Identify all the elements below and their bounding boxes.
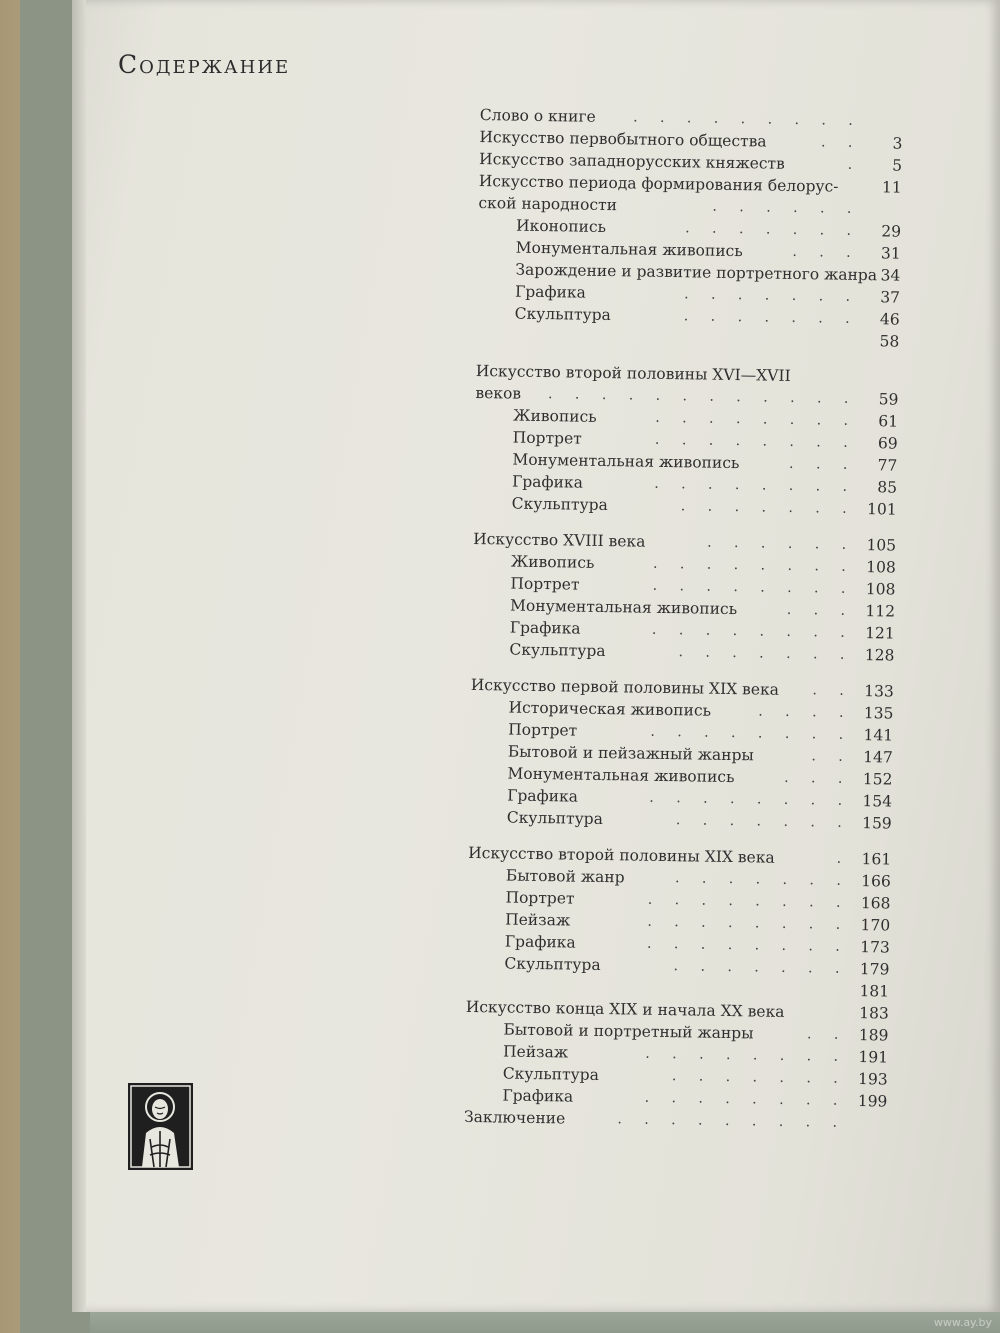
toc-page-number: 135 <box>863 704 894 723</box>
toc-leader-dots: . . . <box>792 243 851 261</box>
toc-entry-title: ской народности <box>478 193 618 215</box>
toc-leader-dots: . . . . . . . . <box>649 789 843 809</box>
toc-page-number: 152 <box>862 770 893 789</box>
toc-leader-dots: . <box>836 850 842 867</box>
toc-page-number: 199 <box>857 1092 888 1111</box>
toc-entry-title: Скульптура <box>514 304 611 325</box>
toc-leader-dots: . . . . . . <box>712 198 852 217</box>
toc-leader-dots: . . . . . . . <box>671 1068 838 1087</box>
toc-leader-dots: . . . . . . . <box>673 958 840 977</box>
toc-page-number: 37 <box>880 288 901 307</box>
toc-leader-dots: . . . . . . . . <box>647 913 841 933</box>
toc-entry-title: Иконопись <box>515 216 607 236</box>
toc-page-number: 108 <box>866 558 896 577</box>
toc-page-number: 108 <box>865 580 896 599</box>
toc-leader-dots: . . . . . . . . . <box>617 1111 838 1131</box>
toc-entry-title: Скульптура <box>502 1064 600 1084</box>
toc-entry-title: Бытовой и пейзажный жанры <box>507 742 754 765</box>
toc-entry-title: Искусство периода формирования белорус- <box>478 171 839 196</box>
toc-entry-title: Монументальная живопись <box>515 238 743 261</box>
toc-entry-title: Графика <box>504 932 576 952</box>
toc-leader-dots: . . <box>812 682 844 699</box>
toc-page-number: 61 <box>878 412 899 431</box>
toc-page-number: 159 <box>862 814 892 833</box>
toc-entry-title: Бытовой и портретный жанры <box>503 1020 754 1043</box>
toc-leader-dots: . . . . . . . . <box>654 475 848 495</box>
toc-page-number: 166 <box>861 872 891 891</box>
toc-leader-dots: . . . . . . . <box>678 644 845 663</box>
page-fold-shadow <box>72 0 86 1312</box>
toc-leader-dots: . . . . . . . <box>675 812 842 831</box>
toc-entry-title: Монументальная живопись <box>507 764 735 787</box>
toc-leader-dots: . . . . . . . . <box>651 621 845 641</box>
toc-page-number: 46 <box>879 310 900 329</box>
toc-entry-title: Скульптура <box>506 808 604 829</box>
toc-entry-title: Монументальная живопись <box>509 596 738 619</box>
toc-leader-dots: . . <box>806 1026 839 1043</box>
toc-entry-title: Зарождение и развитие портретного жанра <box>515 260 878 285</box>
toc-page-number: 189 <box>858 1026 889 1045</box>
toc-entry-title: Пейзаж <box>502 1042 569 1062</box>
toc-leader-dots: . . . . . . . <box>683 308 850 327</box>
toc-leader-dots: . . <box>811 748 843 765</box>
toc-leader-dots: . . . . . . . <box>674 870 841 889</box>
toc-entry-title: веков <box>475 383 522 403</box>
toc-page-number: 112 <box>865 602 896 621</box>
toc-leader-dots: . . . . <box>758 703 844 721</box>
toc-entry-title: Историческая живопись <box>508 698 712 720</box>
toc-leader-dots: . . . <box>788 455 848 473</box>
toc-entry-title: Заключение <box>463 1107 566 1128</box>
toc-page-number: 69 <box>877 434 898 453</box>
toc-entry-title: Графика <box>507 786 579 806</box>
toc-page-number: 11 <box>881 178 902 197</box>
toc-leader-dots: . . . . . . . . <box>645 1045 839 1065</box>
toc-leader-dots: . . . . . . . <box>685 220 852 239</box>
toc-leader-dots: . . . . . . . <box>680 498 847 517</box>
toc-entry-title: Искусство XVIII века <box>473 529 646 551</box>
toc-entry-title: Живопись <box>510 552 595 572</box>
toc-page-number: 170 <box>860 916 891 935</box>
toc-entry-title: Портрет <box>508 720 578 740</box>
toc-page-number: 193 <box>857 1070 888 1089</box>
toc-entry-title: Графика <box>511 472 584 492</box>
toc-page-number: 133 <box>864 682 894 701</box>
toc-page-number: 101 <box>866 500 897 519</box>
toc-leader-dots: . . . . . . . <box>684 286 851 305</box>
toc-leader-dots: . . . . . . . . <box>655 409 849 429</box>
toc-page-number: 58 <box>879 332 900 351</box>
toc-page-number: 181 <box>859 982 890 1001</box>
toc-entry-title: Скульптура <box>509 640 606 661</box>
toc-entry-title: Пейзаж <box>505 910 571 930</box>
toc-entry-title: Монументальная живопись <box>512 450 740 473</box>
toc-leader-dots: . . . . . . <box>707 534 847 553</box>
toc-page-number: 77 <box>877 456 898 475</box>
page-title: Содержание <box>118 50 291 79</box>
toc-page-number: 168 <box>860 894 891 913</box>
toc-page-number: 34 <box>880 266 901 285</box>
toc-page-number: 121 <box>865 624 895 643</box>
saint-icon-emblem <box>128 1083 193 1170</box>
toc-page-number: 141 <box>863 726 894 745</box>
toc-entry-title: Слово о книге <box>479 105 596 126</box>
toc-leader-dots: . . . . . . . . <box>647 891 841 911</box>
toc-page-number: 147 <box>863 748 893 767</box>
toc-entry-title: Портрет <box>512 428 582 448</box>
toc-page-number: 31 <box>880 244 901 263</box>
toc-entry-title: Скульптура <box>511 494 609 515</box>
toc-leader-dots: . . . . . . . . . <box>633 109 853 129</box>
toc-page-number: 191 <box>858 1048 889 1067</box>
saint-icon <box>128 1083 193 1170</box>
toc-entry-title: Искусство первой половины XIX века <box>470 675 780 699</box>
toc-page-number: 29 <box>881 222 902 241</box>
toc-leader-dots: . . . . . . . . <box>646 935 840 955</box>
toc-entry-title: Искусство конца XIX и начала XX века <box>465 997 785 1021</box>
toc-entry-title: Искусство второй половины XVI—XVII <box>475 361 791 385</box>
toc-leader-dots: . . . . . . . . <box>652 577 846 597</box>
toc-leader-dots: . . . . . . . . . . . . <box>547 386 849 407</box>
watermark: www.ay.by <box>933 1316 992 1329</box>
toc-entry-title: Портрет <box>510 574 580 594</box>
toc-page-number: 173 <box>860 938 890 957</box>
toc-page-number: 154 <box>862 792 893 811</box>
toc-page-number: 5 <box>892 156 903 175</box>
toc-entry-title: Искусство первобытного общества <box>479 127 767 151</box>
toc-entry-title: Скульптура <box>504 954 601 975</box>
toc-entry-title: Графика <box>514 282 587 302</box>
toc-leader-dots: . . . . . . . . <box>654 431 848 451</box>
table-of-contents <box>464 104 905 1135</box>
toc-leader-dots: . . . . . . . . <box>652 555 846 575</box>
toc-page-number: 105 <box>866 536 897 555</box>
toc-page-number: 85 <box>877 478 898 497</box>
toc-entry-title: Графика <box>502 1086 574 1106</box>
toc-page-number: 161 <box>861 850 892 869</box>
toc-entry-title: Портрет <box>505 888 575 908</box>
toc-leader-dots: . . . . . . . . <box>650 723 844 743</box>
toc-page-number: 183 <box>859 1004 889 1023</box>
toc-page-number: 3 <box>892 134 903 153</box>
toc-entry-title: Графика <box>509 618 581 638</box>
toc-leader-dots: . . . <box>784 769 843 787</box>
toc-entry-title: Искусство западнорусских княжеств <box>478 149 785 173</box>
toc-leader-dots: . . <box>820 134 853 151</box>
toc-entry-title: Бытовой жанр <box>505 866 625 887</box>
toc-entry-title: Живопись <box>512 406 597 426</box>
toc-leader-dots: . . . <box>786 601 846 619</box>
toc-page-number: 179 <box>859 960 890 979</box>
toc-page-number: 128 <box>864 646 895 665</box>
toc-leader-dots: . . . . . . . . <box>644 1089 838 1109</box>
toc-leader-dots: . <box>847 156 853 173</box>
toc-entry-title: Искусство второй половины XIX века <box>468 843 775 867</box>
toc-page-number: 59 <box>878 390 899 409</box>
